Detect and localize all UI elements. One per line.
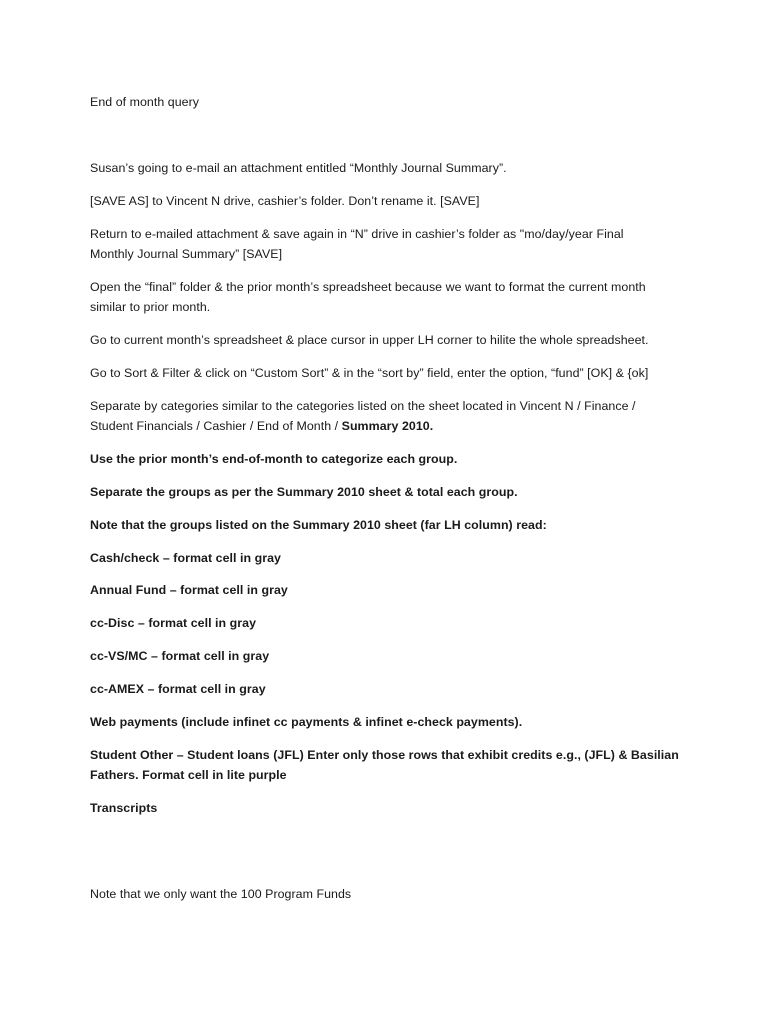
paragraph-custom-sort: Go to Sort & Filter & click on “Custom Sort” & in the “sort by” field, enter the option, “fund” [OK] & {ok]: [90, 366, 649, 380]
paragraph-return-save-line2: Monthly Journal Summary” [SAVE]: [90, 247, 283, 261]
bold-prior-month: Use the prior month’s end-of-month to categorize each group.: [90, 452, 458, 466]
group-transcripts: Transcripts: [90, 801, 158, 815]
document-title: End of month query: [90, 95, 200, 109]
group-cc-amex: cc-AMEX – format cell in gray: [90, 682, 266, 696]
group-cc-vs-mc: cc-VS/MC – format cell in gray: [90, 649, 270, 663]
paragraph-return-save-line1: Return to e-mailed attachment & save again in “N” drive in cashier’s folder as "mo/day/year Final: [90, 227, 624, 241]
group-annual-fund: Annual Fund – format cell in gray: [90, 583, 288, 597]
paragraph-separate-categories-line1: Separate by categories similar to the categories listed on the sheet located in Vincent N / Finance /: [90, 399, 636, 413]
paragraph-open-final-line2: similar to prior month.: [90, 300, 211, 314]
paragraph-separate-categories-line2: [90, 416, 433, 436]
summary-2010-emphasis: Summary 2010.: [341, 419, 434, 433]
paragraph-open-final-line1: Open the “final” folder & the prior month’s spreadsheet because we want to format the current month: [90, 280, 646, 294]
bold-separate-groups: Separate the groups as per the Summary 2010 sheet & total each group.: [90, 485, 518, 499]
group-cc-disc: cc-Disc – format cell in gray: [90, 616, 257, 630]
paragraph-hilite-spreadsheet: Go to current month’s spreadsheet & place cursor in upper LH corner to hilite the whole spreadsheet.: [90, 333, 649, 347]
group-cash-check: Cash/check – format cell in gray: [90, 551, 281, 565]
footer-note: Note that we only want the 100 Program Funds: [90, 887, 352, 901]
paragraph-save-as: [SAVE AS] to Vincent N drive, cashier’s folder. Don’t rename it. [SAVE]: [90, 194, 480, 208]
paragraph-email-attachment: Susan’s going to e-mail an attachment entitled “Monthly Journal Summary”.: [90, 161, 507, 175]
group-student-other-line1: Student Other – Student loans (JFL) Enter only those rows that exhibit credits e.g., (JFL) & Basilian: [90, 748, 679, 762]
bold-groups-note: Note that the groups listed on the Summary 2010 sheet (far LH column) read:: [90, 518, 547, 532]
group-web-payments: Web payments (include infinet cc payments & infinet e-check payments).: [90, 715, 523, 729]
group-student-other-line2: Fathers. Format cell in lite purple: [90, 768, 287, 782]
path-text: Student Financials / Cashier / End of Month /: [90, 419, 342, 433]
